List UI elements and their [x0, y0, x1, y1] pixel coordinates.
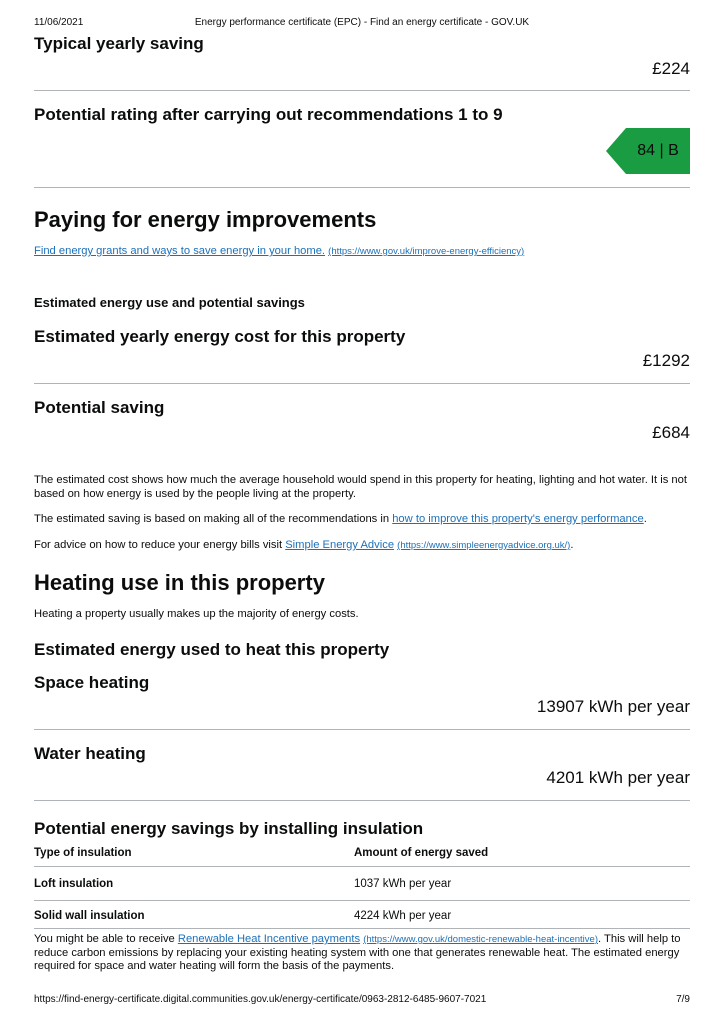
water-heating-label: Water heating: [34, 744, 146, 763]
para2-end: .: [643, 513, 647, 525]
water-heating-value: 4201 kWh per year: [546, 768, 690, 787]
divider: [34, 383, 690, 384]
typical-saving-value: £224: [652, 59, 690, 78]
advice-paragraph: [34, 539, 690, 553]
grants-link-line: [34, 245, 690, 259]
typical-saving-label: Typical yearly saving: [34, 34, 204, 53]
rating-text: 84 | B: [637, 142, 679, 159]
grants-link-url[interactable]: (https://www.gov.uk/improve-energy-efficiency): [328, 246, 525, 257]
simple-energy-advice-url[interactable]: (https://www.simpleenergyadvice.org.uk/): [397, 540, 571, 551]
page-number: 7/9: [676, 994, 690, 1005]
estimated-saving-paragraph: [34, 513, 690, 527]
print-title: Energy performance certificate (EPC) - Find an energy certificate - GOV.UK: [194, 17, 530, 28]
rhi-text-end: . This will help to reduce carbon emissions by replacing your existing heating system with one that generates renewable heat. The estimated energy required for space and water heating will form the basis of the payments.: [34, 933, 681, 972]
insulation-title: Potential energy savings by installing insulation: [34, 819, 424, 838]
divider: [34, 90, 690, 91]
col-type-header: Type of insulation: [34, 847, 132, 859]
para3-end: .: [570, 539, 574, 551]
rhi-text: You might be able to receive: [34, 933, 178, 945]
rating-arrow: [606, 128, 690, 174]
table-divider: [34, 900, 690, 901]
rhi-link-url[interactable]: (https://www.gov.uk/domestic-renewable-heat-incentive): [363, 934, 598, 945]
table-divider: [34, 928, 690, 929]
yearly-cost-value: £1292: [642, 351, 690, 370]
grants-link[interactable]: Find energy grants and ways to save energy in your home.: [34, 245, 326, 257]
row-amount: 1037 kWh per year: [354, 878, 452, 890]
divider: [34, 800, 690, 801]
print-date: 11/06/2021: [34, 17, 84, 28]
heating-title: Heating use in this property: [34, 570, 325, 595]
heat-estimate-subheading: Estimated energy used to heat this property: [34, 640, 390, 659]
row-amount: 4224 kWh per year: [354, 910, 452, 922]
simple-energy-advice-link[interactable]: Simple Energy Advice: [285, 539, 395, 551]
table-divider: [34, 866, 690, 867]
yearly-cost-label: Estimated yearly energy cost for this property: [34, 327, 406, 346]
estimated-subheading: Estimated energy use and potential savings: [34, 295, 305, 310]
row-type: Loft insulation: [34, 878, 114, 890]
rhi-link[interactable]: Renewable Heat Incentive payments: [177, 933, 361, 945]
space-heating-value: 13907 kWh per year: [536, 697, 690, 716]
divider: [34, 187, 690, 188]
heating-intro: Heating a property usually makes up the majority of energy costs.: [34, 608, 359, 620]
potential-saving-value: £684: [652, 423, 690, 442]
row-type: Solid wall insulation: [34, 910, 145, 922]
improve-performance-link[interactable]: how to improve this property's energy performance: [392, 513, 644, 525]
paying-title: Paying for energy improvements: [34, 207, 377, 232]
rhi-paragraph: [34, 933, 690, 974]
space-heating-label: Space heating: [34, 673, 150, 692]
potential-saving-label: Potential saving: [34, 398, 165, 417]
footer-url: https://find-energy-certificate.digital.communities.gov.uk/energy-certificate/0963-2812-6485-9607-7021: [34, 994, 487, 1005]
potential-rating-label: Potential rating after carrying out recommendations 1 to 9: [34, 105, 503, 124]
estimated-cost-paragraph: The estimated cost shows how much the average household would spend in this property for heating, lighting and hot water. It is not based on how energy is used by the people living at the property.: [34, 474, 687, 500]
col-amount-header: Amount of energy saved: [354, 847, 489, 859]
para3-text: For advice on how to reduce your energy bills visit: [34, 539, 286, 551]
divider: [34, 729, 690, 730]
para2-text: The estimated saving is based on making all of the recommendations in: [34, 513, 393, 525]
